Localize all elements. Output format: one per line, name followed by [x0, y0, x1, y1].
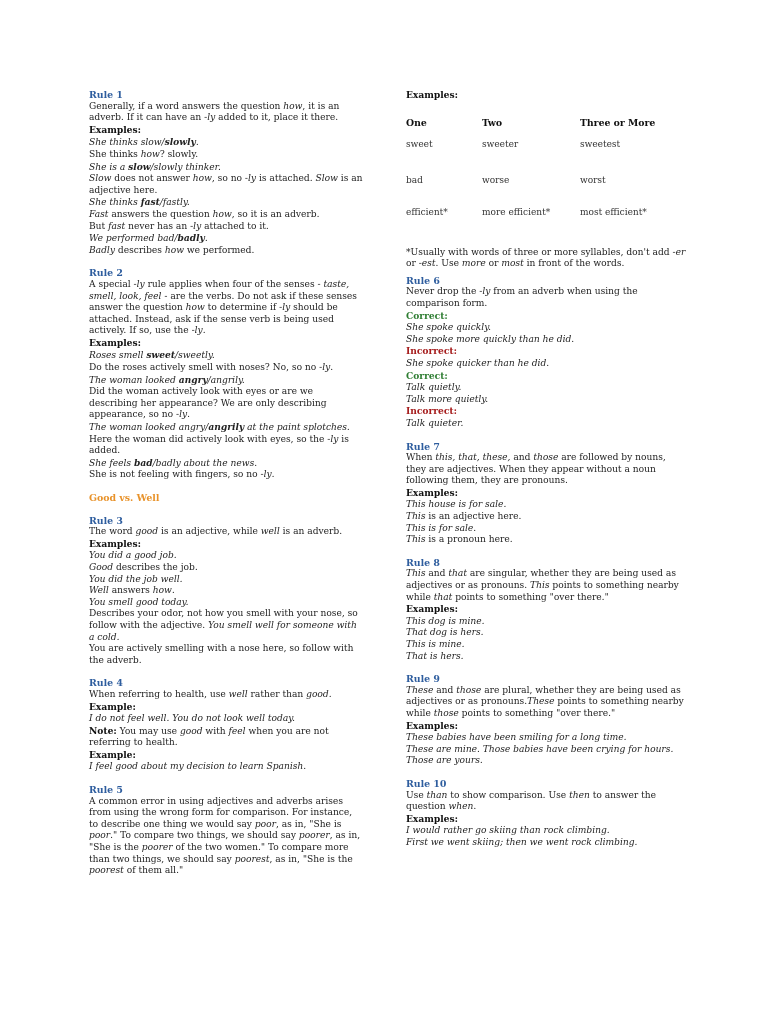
table-header: Three or More — [580, 117, 656, 129]
rule-10 — [406, 779, 686, 850]
rule-6 — [406, 276, 686, 431]
rule-heading: Rule 6 — [406, 275, 440, 287]
rule-line: She feels bad/badly about the news. — [89, 457, 258, 469]
rule-line: You are actively smelling with a nose here, so follow with the adverb. — [89, 644, 354, 666]
rule-line: Talk quietly. — [406, 383, 462, 394]
rule-line: This is an adjective here. — [406, 512, 522, 523]
rule-line: She thinks slow/slowly. — [89, 137, 199, 149]
section-heading: Good vs. Well — [89, 493, 160, 504]
rule-line: I feel good about my decision to learn Spanish. — [89, 762, 307, 773]
rule-line: Correct: — [406, 370, 448, 382]
table-header: One — [406, 117, 427, 129]
rule-line: I do not feel well. You do not look well today. — [89, 714, 296, 725]
rule-5 — [89, 785, 364, 878]
table-cell: bad — [406, 175, 423, 186]
rule-line: This house is for sale. — [406, 500, 507, 511]
rule-line: Examples: — [406, 720, 458, 732]
rule-line: This and that are singular, whether they are being used as adjectives or as pronouns. This points to something nearby while that points to something "over there." — [406, 569, 679, 603]
rule-line: Badly describes how we performed. — [89, 245, 255, 256]
rule-line: Slow does not answer how, so no -ly is attached. Slow is an adjective here. — [89, 174, 363, 196]
rule-3 — [89, 516, 364, 668]
rule-heading: Rule 3 — [89, 515, 123, 527]
rule-body — [89, 527, 364, 667]
rule-line: The word good is an adjective, while well is an adverb. — [89, 527, 343, 538]
rule-heading: Rule 10 — [406, 778, 447, 790]
rule-line: This dog is mine. — [406, 616, 485, 627]
comparison-table — [406, 118, 686, 248]
rule-line: You did the job well. — [89, 574, 183, 585]
table-cell: worse — [482, 175, 510, 186]
rule-line: Did the woman actively look with eyes or are we describing her appearance? We are only describing appearance, so no -ly. — [89, 387, 327, 421]
rule-line: She spoke quickly. — [406, 323, 492, 334]
rule-line: Generally, if a word answers the question how, it is an adverb. If it can have an -ly added to it, place it there. — [89, 101, 340, 124]
rule-line: She thinks how? slowly. — [89, 149, 199, 160]
rule-line: I would rather go skiing than rock climbing. — [406, 826, 610, 837]
rule-body — [406, 569, 686, 663]
table-cell: sweetest — [580, 139, 621, 150]
rule-9 — [406, 674, 686, 768]
rule-heading: Rule 1 — [89, 90, 123, 101]
table-cell: most efficient* — [580, 207, 647, 218]
rule-heading: Rule 4 — [89, 678, 123, 690]
rule-7 — [406, 442, 686, 547]
rule-1 — [89, 90, 364, 257]
table-header: Two — [482, 117, 503, 129]
rule-heading: Rule 9 — [406, 674, 440, 686]
rule-line: Use than to show comparison. Use then to answer the question when. — [406, 790, 656, 813]
rule-line: The woman looked angry/angrily. — [89, 374, 245, 386]
rule-line: Describes your odor, not how you smell with your nose, so follow with the adjective. You smell well for someone with a cold. — [89, 609, 358, 643]
rule-heading: Rule 7 — [406, 441, 440, 453]
rule-line: Incorrect: — [406, 406, 457, 418]
rule-body — [406, 453, 686, 547]
rule-line: She is not feeling with fingers, so no -ly. — [89, 470, 275, 481]
rule-line: Example: — [89, 701, 136, 713]
rule-line: Incorrect: — [406, 346, 457, 358]
rule-line: Examples: — [89, 538, 141, 550]
rule-line: Roses smell sweet/sweetly. — [89, 350, 215, 362]
footnote: *Usually with words of three or more syllables, don't add -er or -est. Use more or most in front of the words. — [406, 247, 686, 270]
rule-line: These and those are plural, whether they are being used as adjectives or as pronouns.These points to something nearby while those points to something "over there." — [406, 685, 684, 719]
section-good-vs-well — [89, 493, 364, 505]
rule-line: Correct: — [406, 310, 448, 322]
rule-line: But fast never has an -ly attached to it. — [89, 221, 269, 232]
rule-line: Examples: — [406, 487, 458, 499]
rule-body — [406, 287, 686, 430]
rule-line: This is a pronoun here. — [406, 535, 513, 546]
table-cell: worst — [580, 175, 606, 186]
rule-body — [89, 102, 364, 258]
table-cell: sweeter — [482, 139, 519, 150]
rule-line: That dog is hers. — [406, 628, 484, 639]
rule-line: Examples: — [406, 604, 458, 616]
table-cell: more efficient* — [482, 207, 551, 218]
rule-heading: Rule 2 — [89, 268, 123, 280]
rule-line: A special -ly rule applies when four of the senses - taste, smell, look, feel - are the verbs. Do not ask if these senses answer the question how to determine if -ly should be attached. Instead, ask if the sense verb is being used actively. If so, use the -ly. — [89, 279, 357, 337]
rule-line: Examples: — [89, 124, 141, 136]
rule-body — [406, 791, 686, 850]
rule-line: Here the woman did actively look with eyes, so the -ly is added. — [89, 434, 349, 457]
rule-line: This is mine. — [406, 640, 465, 650]
rule-line: Talk more quietly. — [406, 394, 489, 405]
rule-8 — [406, 558, 686, 663]
rule-line: Examples: — [89, 337, 141, 349]
rule-line: Well answers how. — [89, 586, 175, 597]
rule-body — [89, 797, 364, 878]
rule-line: She is a slow/slowly thinker. — [89, 161, 221, 173]
rule-line: That is hers. — [406, 651, 464, 662]
rule-line: When this, that, these, and those are followed by nouns, they are adjectives. When they appear without a noun following them, they are pronouns. — [406, 453, 666, 487]
rule-4 — [89, 678, 364, 774]
rule-line: A common error in using adjectives and adverbs arises from using the wrong form for comparison. For instance, to describe one thing we would say poor, as in, "She is poor." To compare two things, we should say poorer, as in, "She is the poorer of the two women." To compare more than two things, we should say poorest, as in, "She is the poorest of them all." — [89, 796, 361, 877]
rule-line: She spoke more quickly than he did. — [406, 334, 575, 345]
rule-line: She spoke quicker than he did. — [406, 358, 550, 369]
rule-2 — [89, 268, 364, 482]
rule-line: Fast answers the question how, so it is an adverb. — [89, 209, 320, 220]
rule-line: The woman looked angry/angrily at the paint splotches. — [89, 422, 350, 434]
rule-heading: Rule 5 — [89, 785, 123, 797]
table-cell: efficient* — [406, 207, 448, 218]
rule-line: You did a good job. — [89, 551, 177, 562]
rule-line: She thinks fast/fastly. — [89, 197, 190, 209]
rule-line: Note: You may use good with feel when you are not referring to health. — [89, 725, 329, 749]
right-column — [406, 90, 686, 861]
rule-line: You smell good today. — [89, 597, 189, 608]
rule-line: We performed bad/badly. — [89, 233, 208, 245]
rule-line: Never drop the -ly from an adverb when using the comparison form. — [406, 287, 638, 309]
rule-body — [406, 686, 686, 768]
rule-line: These are mine. Those babies have been crying for hours. Those are yours. — [406, 744, 674, 767]
left-column — [89, 90, 364, 889]
rule-heading: Rule 8 — [406, 557, 440, 569]
rule-line: Do the roses actively smell with noses? No, so no -ly. — [89, 363, 334, 374]
rule-line: Examples: — [406, 813, 458, 825]
table-cell: sweet — [406, 139, 433, 150]
rule-body — [89, 280, 364, 482]
rule-line: Good describes the job. — [89, 562, 198, 573]
rule-line: First we went skiing; then we went rock climbing. — [406, 837, 638, 848]
rule-line: Talk quieter. — [406, 418, 464, 429]
rule-body — [89, 690, 364, 774]
rule-line: Example: — [89, 749, 136, 761]
rule-line: These babies have been smiling for a long time. — [406, 733, 627, 744]
rule-line: This is for sale. — [406, 523, 477, 534]
rule-line: When referring to health, use well rather than good. — [89, 689, 332, 700]
examples-label: Examples: — [406, 90, 458, 101]
